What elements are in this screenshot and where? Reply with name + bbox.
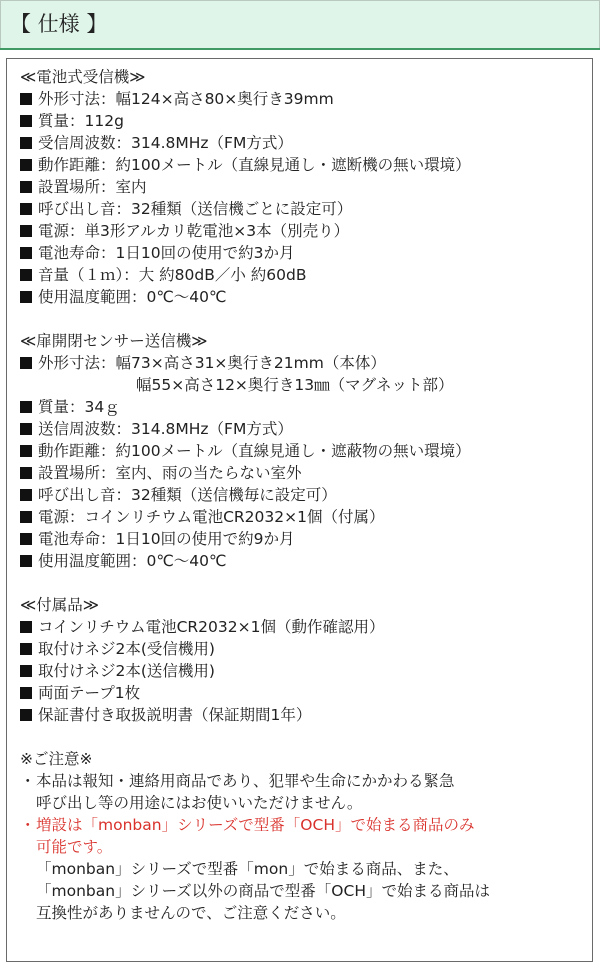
section-gap [20, 308, 585, 330]
notes-heading: ※ご注意※ [20, 750, 93, 768]
square-bullet-icon [20, 181, 32, 193]
receiver-item-frequency [20, 132, 585, 154]
square-bullet-icon [20, 709, 32, 721]
spec-header [0, 0, 600, 48]
list-item-text: 電池寿命：1日10回の使用で約9か月 [38, 530, 295, 548]
square-bullet-icon [20, 93, 32, 105]
accessory-item-screws-receiver [20, 638, 585, 660]
list-item-text: 呼び出し音：32種類（送信機ごとに設定可） [38, 200, 353, 218]
transmitter-item-tones [20, 484, 585, 506]
list-item-text: 電源：コインリチウム電池CR2032×1個（付属） [38, 508, 385, 526]
square-bullet-icon [20, 115, 32, 127]
list-item-text: 使用温度範囲：0℃～40℃ [38, 288, 227, 306]
square-bullet-icon [20, 445, 32, 457]
list-item-text: 動作距離：約100メートル（直線見通し・遮断機の無い環境） [38, 156, 471, 174]
transmitter-item-size-magnet: 幅55×高さ12×奥行き13㎜（マグネット部） [136, 376, 454, 394]
receiver-item-battery-life [20, 242, 585, 264]
dot-bullet-icon: ・ [20, 772, 36, 790]
square-bullet-icon [20, 203, 32, 215]
list-item-text: 外形寸法：幅73×高さ31×奥行き21mm（本体） [38, 354, 386, 372]
square-bullet-icon [20, 533, 32, 545]
note-2-line-2: 可能です。 [36, 838, 113, 856]
transmitter-item-weight [20, 396, 585, 418]
square-bullet-icon [20, 137, 32, 149]
list-item-text: 保証書付き取扱説明書（保証期間1年） [38, 706, 312, 724]
list-item-text: 電池寿命：1日10回の使用で約3か月 [38, 244, 295, 262]
note-warning-text: 増設は「monban」シリーズで型番「OCH」で始まる商品のみ [36, 816, 475, 834]
list-item-text: 外形寸法：幅124×高さ80×奥行き39mm [38, 90, 334, 108]
transmitter-heading: ≪扉開閉センサー送信機≫ [20, 332, 208, 350]
list-item-text: 質量：112g [38, 112, 124, 130]
note-1-line-2: 呼び出し等の用途にはお使いいただけません。 [36, 794, 363, 812]
list-item-text: 呼び出し音：32種類（送信機毎に設定可） [38, 486, 337, 504]
receiver-item-weight [20, 110, 585, 132]
transmitter-item-temperature [20, 550, 585, 572]
note-1-line-1 [20, 770, 585, 792]
accessory-item-tape [20, 682, 585, 704]
list-item-text: 送信周波数：314.8MHz（FM方式） [38, 420, 293, 438]
list-item-text: 設置場所：室内 [38, 178, 147, 196]
list-item-text: 設置場所：室内、雨の当たらない室外 [38, 464, 302, 482]
list-item-text: 使用温度範囲：0℃～40℃ [38, 552, 227, 570]
transmitter-item-battery-life [20, 528, 585, 550]
transmitter-item-range [20, 440, 585, 462]
header-divider [0, 48, 600, 50]
list-item-text: 電源：単3形アルカリ乾電池×3本（別売り） [38, 222, 350, 240]
note-2-line-5: 互換性がありませんので、ご注意ください。 [36, 904, 346, 922]
square-bullet-icon [20, 621, 32, 633]
list-item-text: コインリチウム電池CR2032×1個（動作確認用） [38, 618, 385, 636]
square-bullet-icon [20, 489, 32, 501]
receiver-item-size [20, 88, 585, 110]
accessories-heading: ≪付属品≫ [20, 596, 99, 614]
square-bullet-icon [20, 467, 32, 479]
accessory-item-screws-transmitter [20, 660, 585, 682]
square-bullet-icon [20, 665, 32, 677]
note-2-line-1 [20, 814, 585, 836]
square-bullet-icon [20, 291, 32, 303]
receiver-item-range [20, 154, 585, 176]
dot-bullet-icon: ・ [20, 816, 36, 834]
receiver-item-location [20, 176, 585, 198]
accessories-list [20, 616, 585, 726]
list-item-text: 音量（１ｍ）：大 約80dB／小 約60dB [38, 266, 307, 284]
accessory-item-battery [20, 616, 585, 638]
accessory-item-manual [20, 704, 585, 726]
list-item-text: 受信周波数：314.8MHz（FM方式） [38, 134, 293, 152]
transmitter-list [20, 352, 585, 572]
receiver-item-power [20, 220, 585, 242]
note-2-line-4: 「monban」シリーズ以外の商品で型番「OCH」で始まる商品は [36, 882, 490, 900]
square-bullet-icon [20, 269, 32, 281]
transmitter-item-power [20, 506, 585, 528]
square-bullet-icon [20, 643, 32, 655]
transmitter-item-size [20, 352, 585, 374]
square-bullet-icon [20, 247, 32, 259]
spec-content [20, 66, 585, 924]
square-bullet-icon [20, 225, 32, 237]
note-text: 本品は報知・連絡用商品であり、犯罪や生命にかかわる緊急 [36, 772, 455, 790]
list-item-text: 取付けネジ2本(送信機用) [38, 662, 215, 680]
list-item-text: 質量：34ｇ [38, 398, 120, 416]
list-item-text: 両面テープ1枚 [38, 684, 141, 702]
square-bullet-icon [20, 687, 32, 699]
square-bullet-icon [20, 423, 32, 435]
square-bullet-icon [20, 401, 32, 413]
note-2-line-3: 「monban」シリーズで型番「mon」で始まる商品、また、 [36, 860, 459, 878]
page-title: 【 仕様 】 [10, 12, 108, 36]
notes-list [20, 770, 585, 924]
receiver-item-temperature [20, 286, 585, 308]
list-item-text: 取付けネジ2本(受信機用) [38, 640, 215, 658]
transmitter-item-location [20, 462, 585, 484]
receiver-heading: ≪電池式受信機≫ [20, 68, 146, 86]
receiver-item-volume [20, 264, 585, 286]
receiver-list [20, 88, 585, 308]
transmitter-item-frequency [20, 418, 585, 440]
section-gap [20, 572, 585, 594]
list-item-text: 動作距離：約100メートル（直線見通し・遮蔽物の無い環境） [38, 442, 471, 460]
section-gap [20, 726, 585, 748]
square-bullet-icon [20, 555, 32, 567]
square-bullet-icon [20, 511, 32, 523]
square-bullet-icon [20, 159, 32, 171]
square-bullet-icon [20, 357, 32, 369]
receiver-item-tones [20, 198, 585, 220]
